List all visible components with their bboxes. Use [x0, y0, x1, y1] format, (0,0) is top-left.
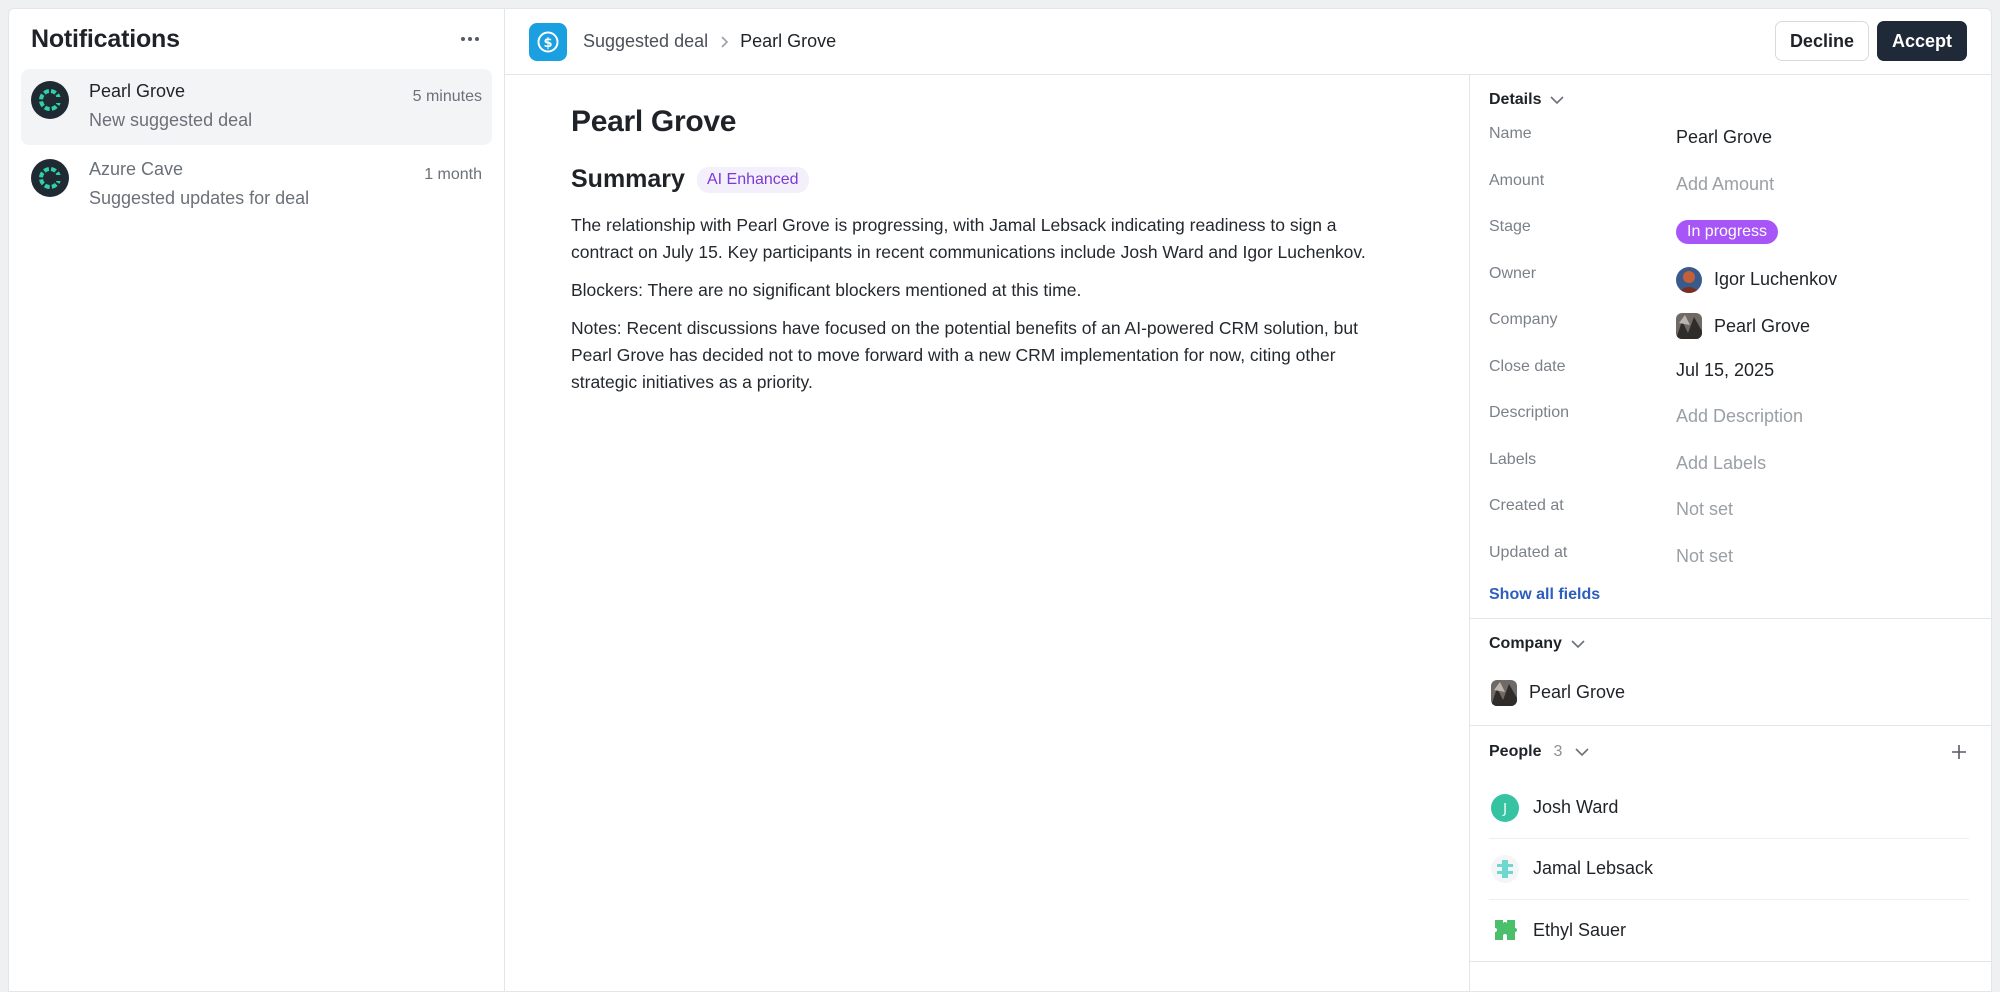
notification-item[interactable]: [21, 147, 492, 223]
notification-avatar-icon: [31, 159, 69, 197]
notifications-panel: [9, 9, 505, 992]
breadcrumb-parent[interactable]: Suggested deal: [583, 31, 709, 51]
field-created-at[interactable]: [1489, 497, 1969, 544]
person-avatar: [1491, 916, 1519, 944]
notification-time: 1 month: [424, 166, 482, 183]
company-toggle[interactable]: [1489, 619, 1969, 669]
company-name: Pearl Grove: [1714, 315, 1811, 336]
summary-paragraph: Blockers: There are no significant blockers mentioned at this time.: [571, 280, 1082, 300]
summary-body: [571, 212, 1403, 396]
person-avatar: [1491, 855, 1519, 883]
field-company[interactable]: [1489, 311, 1969, 358]
stage-badge[interactable]: In progress: [1676, 220, 1778, 244]
field-stage[interactable]: [1489, 218, 1969, 265]
top-actions: [1775, 21, 1967, 61]
more-options-icon[interactable]: [456, 27, 484, 51]
chevron-down-icon: [1549, 94, 1565, 106]
notification-avatar-icon: [31, 81, 69, 119]
chevron-right-icon: [718, 35, 730, 49]
breadcrumb: [583, 31, 836, 52]
field-labels[interactable]: [1489, 451, 1969, 498]
field-amount[interactable]: [1489, 172, 1969, 219]
company-logo: [1676, 313, 1702, 339]
notifications-title: Notifications: [31, 24, 180, 53]
app-window: [8, 8, 1992, 992]
notification-subtitle: Suggested updates for deal: [89, 188, 310, 208]
field-label: Company: [1489, 311, 1558, 328]
notification-subtitle: New suggested deal: [89, 110, 253, 130]
person-name: Ethyl Sauer: [1533, 919, 1627, 940]
field-label: Name: [1489, 125, 1532, 142]
show-all-fields-link[interactable]: Show all fields: [1489, 585, 1601, 603]
chevron-down-icon: [1574, 746, 1590, 758]
field-value[interactable]: [1676, 313, 1810, 339]
notification-name: Pearl Grove: [89, 81, 186, 101]
field-label: Updated at: [1489, 543, 1568, 561]
add-person-icon[interactable]: [1949, 742, 1969, 762]
people-section: [1470, 726, 1991, 962]
company-logo: [1491, 680, 1517, 706]
field-label: Labels: [1489, 450, 1537, 468]
summary-header: [571, 165, 1403, 194]
field-close-date[interactable]: [1489, 358, 1969, 405]
field-label: Amount: [1489, 171, 1545, 189]
deal-main: [505, 75, 1469, 991]
field-label: Owner: [1489, 264, 1537, 282]
details-section: [1470, 75, 1991, 619]
top-bar: [505, 9, 1991, 75]
company-section-title: Company: [1489, 634, 1562, 652]
accept-button[interactable]: Accept: [1877, 21, 1967, 61]
summary-paragraph: The relationship with Pearl Grove is progressing, with Jamal Lebsack indicating readiness to sign a contract on July 15. Key participants in recent communications include Josh Ward and Igor Luchenkov.: [571, 215, 1366, 262]
ai-enhanced-badge: AI Enhanced: [697, 167, 809, 193]
notification-item[interactable]: [21, 69, 492, 145]
field-value[interactable]: Not set: [1676, 499, 1734, 519]
decline-button[interactable]: Decline: [1775, 21, 1869, 61]
people-section-title: People: [1489, 742, 1542, 760]
details-title: Details: [1489, 91, 1542, 108]
summary-paragraph: Notes: Recent discussions have focused on the potential benefits of an AI-powered CRM solution, but Pearl Grove has decided not to move forward with a new CRM implementation for now, citing other strategic initiatives as a priority.: [571, 318, 1358, 392]
owner-avatar: [1676, 267, 1702, 293]
field-value[interactable]: Add Description: [1676, 406, 1804, 426]
field-value[interactable]: Add Amount: [1676, 173, 1775, 194]
notification-name: Azure Cave: [89, 159, 184, 179]
notification-time: 5 minutes: [412, 88, 482, 105]
chevron-down-icon: [1570, 638, 1586, 650]
company-entry-name: Pearl Grove: [1529, 682, 1626, 702]
company-section: [1470, 619, 1991, 726]
details-sidebar: [1469, 75, 1991, 991]
field-value[interactable]: Pearl Grove: [1676, 127, 1773, 147]
field-label: Close date: [1489, 357, 1566, 375]
owner-name: Igor Luchenkov: [1714, 269, 1838, 289]
field-label: Description: [1489, 404, 1570, 421]
deal-title: Pearl Grove: [571, 105, 737, 138]
field-updated-at[interactable]: [1489, 544, 1969, 580]
field-label: Stage: [1489, 218, 1531, 235]
person-row[interactable]: [1489, 900, 1969, 961]
field-description[interactable]: [1489, 404, 1969, 451]
field-value[interactable]: Jul 15, 2025: [1676, 359, 1775, 380]
field-owner[interactable]: [1489, 265, 1969, 312]
company-entry[interactable]: [1489, 669, 1969, 725]
person-name: Josh Ward: [1533, 797, 1619, 817]
details-toggle[interactable]: [1489, 75, 1969, 125]
breadcrumb-current: Pearl Grove: [740, 31, 837, 51]
people-toggle[interactable]: [1489, 726, 1969, 778]
field-name[interactable]: [1489, 125, 1969, 172]
person-initial: J: [1503, 801, 1507, 817]
person-row[interactable]: [1489, 778, 1969, 839]
deal-dollar-icon: [529, 23, 567, 61]
field-value[interactable]: [1676, 220, 1778, 244]
notifications-header: [9, 9, 504, 69]
field-value[interactable]: Not set: [1676, 545, 1734, 566]
person-row[interactable]: [1489, 839, 1969, 900]
person-name: Jamal Lebsack: [1533, 858, 1654, 878]
person-avatar: [1491, 794, 1519, 822]
summary-title: Summary: [571, 165, 685, 193]
field-value[interactable]: Add Labels: [1676, 452, 1767, 473]
field-value[interactable]: [1676, 267, 1837, 293]
people-count: 3: [1553, 742, 1563, 760]
svg-text:$: $: [543, 35, 553, 51]
field-label: Created at: [1489, 497, 1564, 514]
